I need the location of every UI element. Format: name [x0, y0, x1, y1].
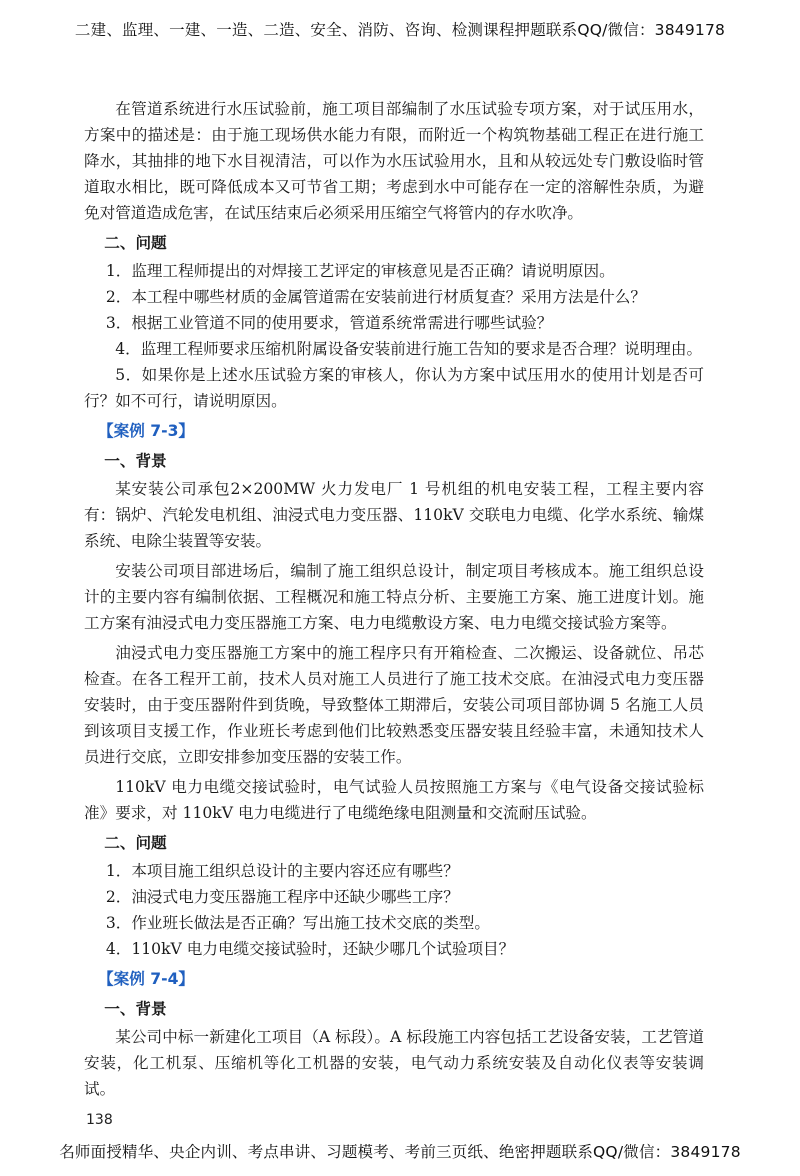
case-title: 【案例 7-4】	[98, 970, 195, 988]
question-item: 5．如果你是上述水压试验方案的审核人，你认为方案中试压用水的使用计划是否可行？如不可行，请说明原因。	[84, 366, 704, 410]
question-item: 1．本项目施工组织总设计的主要内容还应有哪些？	[105, 862, 459, 880]
question-item: 2．油浸式电力变压器施工程序中还缺少哪些工序？	[105, 888, 459, 906]
question-item: 4．110kV 电力电缆交接试验时，还缺少哪几个试验项目？	[105, 940, 515, 958]
question-item: 4．监理工程师要求压缩机附属设备安装前进行施工告知的要求是否合理？说明理由。	[115, 340, 703, 358]
footer-banner: 名师面授精华、央企内训、考点串讲、习题模考、考前三页纸、绝密押题联系QQ/微信：3849178	[59, 1143, 741, 1161]
question-item: 1．监理工程师提出的对焊接工艺评定的审核意见是否正确？请说明原因。	[105, 262, 615, 280]
case-paragraph: 某安装公司承包2×200MW 火力发电厂 1 号机组的机电安装工程，工程主要内容有：锅炉、汽轮发电机组、油浸式电力变压器、110kV 交联电力电缆、化学水系统、输煤系统、电除尘装置等安装。	[84, 480, 704, 550]
intro-paragraph: 在管道系统进行水压试验前，施工项目部编制了水压试验专项方案，对于试压用水，方案中的描述是：由于施工现场供水能力有限，而附近一个构筑物基础工程正在进行施工降水，其抽排的地下水目视清洁，可以作为水压试验用水，且和从较远处专门敷设临时管道取水相比，既可降低成本又可节省工期；考虑到水中可能存在一定的溶解性杂质，为避免对管道造成危害，在试压结束后必须采用压缩空气将管内的存水吹净。	[84, 100, 704, 222]
questions-heading: 二、问题	[104, 234, 167, 252]
page-content	[84, 96, 704, 1106]
question-item: 3．根据工业管道不同的使用要求，管道系统常需进行哪些试验？	[105, 314, 553, 332]
case-paragraph: 110kV 电力电缆交接试验时，电气试验人员按照施工方案与《电气设备交接试验标准》要求，对 110kV 电力电缆进行了电缆绝缘电阻测量和交流耐压试验。	[84, 778, 704, 822]
case-paragraph: 油浸式电力变压器施工方案中的施工程序只有开箱检查、二次搬运、设备就位、吊芯检查。在各工程开工前，技术人员对施工人员进行了施工技术交底。在油浸式电力变压器安装时，由于变压器附件到货晚，导致整体工期滞后，安装公司项目部协调 5 名施工人员到该项目支援工作，作业班长考虑到他们比较熟悉变压器安装且经验丰富，未通知技术人员进行交底，立即安排参加变压器的安装工作。	[84, 644, 704, 766]
question-item: 3．作业班长做法是否正确？写出施工技术交底的类型。	[105, 914, 490, 932]
question-item: 2．本工程中哪些材质的金属管道需在安装前进行材质复查？采用方法是什么？	[105, 288, 646, 306]
background-heading: 一、背景	[104, 452, 167, 470]
questions-heading: 二、问题	[104, 834, 167, 852]
case-title: 【案例 7-3】	[98, 422, 195, 440]
case-paragraph: 某公司中标一新建化工项目（A 标段）。A 标段施工内容包括工艺设备安装，工艺管道安装，化工机泵、压缩机等化工机器的安装，电气动力系统安装及自动化仪表等安装调试。	[84, 1028, 704, 1098]
background-heading: 一、背景	[104, 1000, 167, 1018]
header-banner: 二建、监理、一建、一造、二造、安全、消防、咨询、检测课程押题联系QQ/微信：3849178	[74, 21, 726, 39]
page-number: 138	[86, 1112, 113, 1128]
case-paragraph: 安装公司项目部进场后，编制了施工组织总设计，制定项目考核成本。施工组织总设计的主要内容有编制依据、工程概况和施工特点分析、主要施工方案、施工进度计划。施工方案有油浸式电力变压器施工方案、电力电缆敷设方案、电力电缆交接试验方案等。	[84, 562, 704, 632]
